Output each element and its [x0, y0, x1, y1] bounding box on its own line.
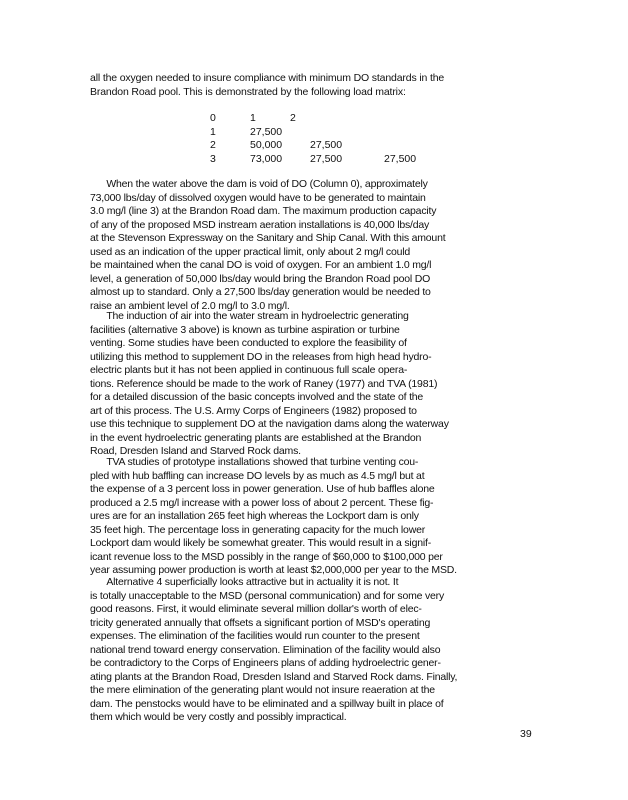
load-matrix	[210, 112, 444, 166]
load-matrix-row	[210, 139, 444, 153]
matrix-cell: 3	[210, 152, 216, 165]
load-matrix-header	[210, 112, 444, 126]
matrix-cell	[310, 126, 384, 140]
matrix-cell	[384, 139, 444, 153]
matrix-cell	[384, 126, 444, 140]
load-matrix-row	[210, 153, 444, 167]
matrix-cell: 50,000	[250, 139, 283, 151]
paragraph: When the water above the dam is void of DO (Column 0), approximately 73,000 lbs/day of dissolved oxygen would have to be generated to maintain 3.0 mg/l (line 3) at the Brandon Road dam. The maximum production capacity of any of the proposed MSD instream aeration installations is 40,000 lbs/day at the Stevenson Expressway on the Sanitary and Ship Canal. With this amount used as an indication of the upper practical limit, only about 2 mg/l could be maintained when the canal DO is void of oxygen. For an ambient 1.0 mg/l level, a generation of 50,000 lbs/day would bring the Brandon Road pool DO almost up to standard. Only a 27,500 lbs/day generation would be needed to raise an ambient level of 2.0 mg/l to 3.0 mg/l.	[90, 178, 446, 312]
page-number: 39	[520, 728, 532, 740]
paragraph: Alternative 4 superficially looks attractive but in actuality it is not. It is totally unacceptable to the MSD (personal communication) and for some very good reasons. First, it would eliminate several million dollar's worth of elec- tricity generated annually that offsets a significant portion of MSD's operating expenses. The elimination of the facilities would run counter to the present national trend toward energy conservation. Elimination of the facility would also be contradictory to the Corps of Engineers plans of adding hydroelectric gener- ating plants at the Brandon Road, Dresden Island and Starved Rock dams. Finally, the mere elimination of the generating plant would not insure reaeration at the dam. The penstocks would have to be eliminated and a spillway built in place of them which would be very costly and possibly impractical.	[90, 576, 458, 723]
matrix-cell: 27,500	[250, 125, 283, 138]
matrix-cell: 27,500	[310, 139, 343, 151]
matrix-cell: 27,500	[384, 152, 417, 165]
matrix-header-cell: 1	[250, 112, 256, 124]
paragraph: TVA studies of prototype installations showed that turbine venting cou- pled with hub baffling can increase DO levels by as much as 4.5 mg/l but at the expense of a 3 percent loss in power generation. Use of hub baffles alone produced a 2.5 mg/l increase with a power loss of about 2 percent. These fig- ures are for an installation 265 feet high whereas the Lockport dam is only 35 feet high. The percentage loss in generating capacity for the much lower Lockport dam would likely be somewhat greater. This would result in a signif- icant revenue loss to the MSD possibly in the range of $60,000 to $100,000 per year assuming power production is worth at least $2,000,000 per year to the MSD.	[90, 456, 457, 576]
paragraph: The induction of air into the water stream in hydroelectric generating facilities (alternative 3 above) is known as turbine aspiration or turbine venting. Some studies have been conducted to explore the feasibility of utilizing this method to supplement DO in the releases from high head hydro- electric plants but it has not been applied in continuous full scale opera- tions. Reference should be made to the work of Raney (1977) and TVA (1981) for a detailed discussion of the basic concepts involved and the state of the art of this process. The U.S. Army Corps of Engineers (1982) proposed to use this technique to supplement DO at the navigation dams along the waterway in the event hydroelectric generating plants are established at the Brandon Road, Dresden Island and Starved Rock dams.	[90, 310, 449, 457]
matrix-cell: 2	[210, 139, 216, 151]
matrix-cell: 27,500	[310, 152, 343, 165]
matrix-header-cell: 0	[210, 112, 216, 124]
matrix-cell: 73,000	[250, 152, 283, 165]
load-matrix-row	[210, 126, 444, 140]
intro-text: all the oxygen needed to insure compliance with minimum DO standards in the Brandon Road pool. This is demonstrated by the following load matrix:	[90, 72, 445, 98]
matrix-cell: 1	[210, 125, 216, 138]
matrix-header-cell: 2	[290, 112, 296, 124]
